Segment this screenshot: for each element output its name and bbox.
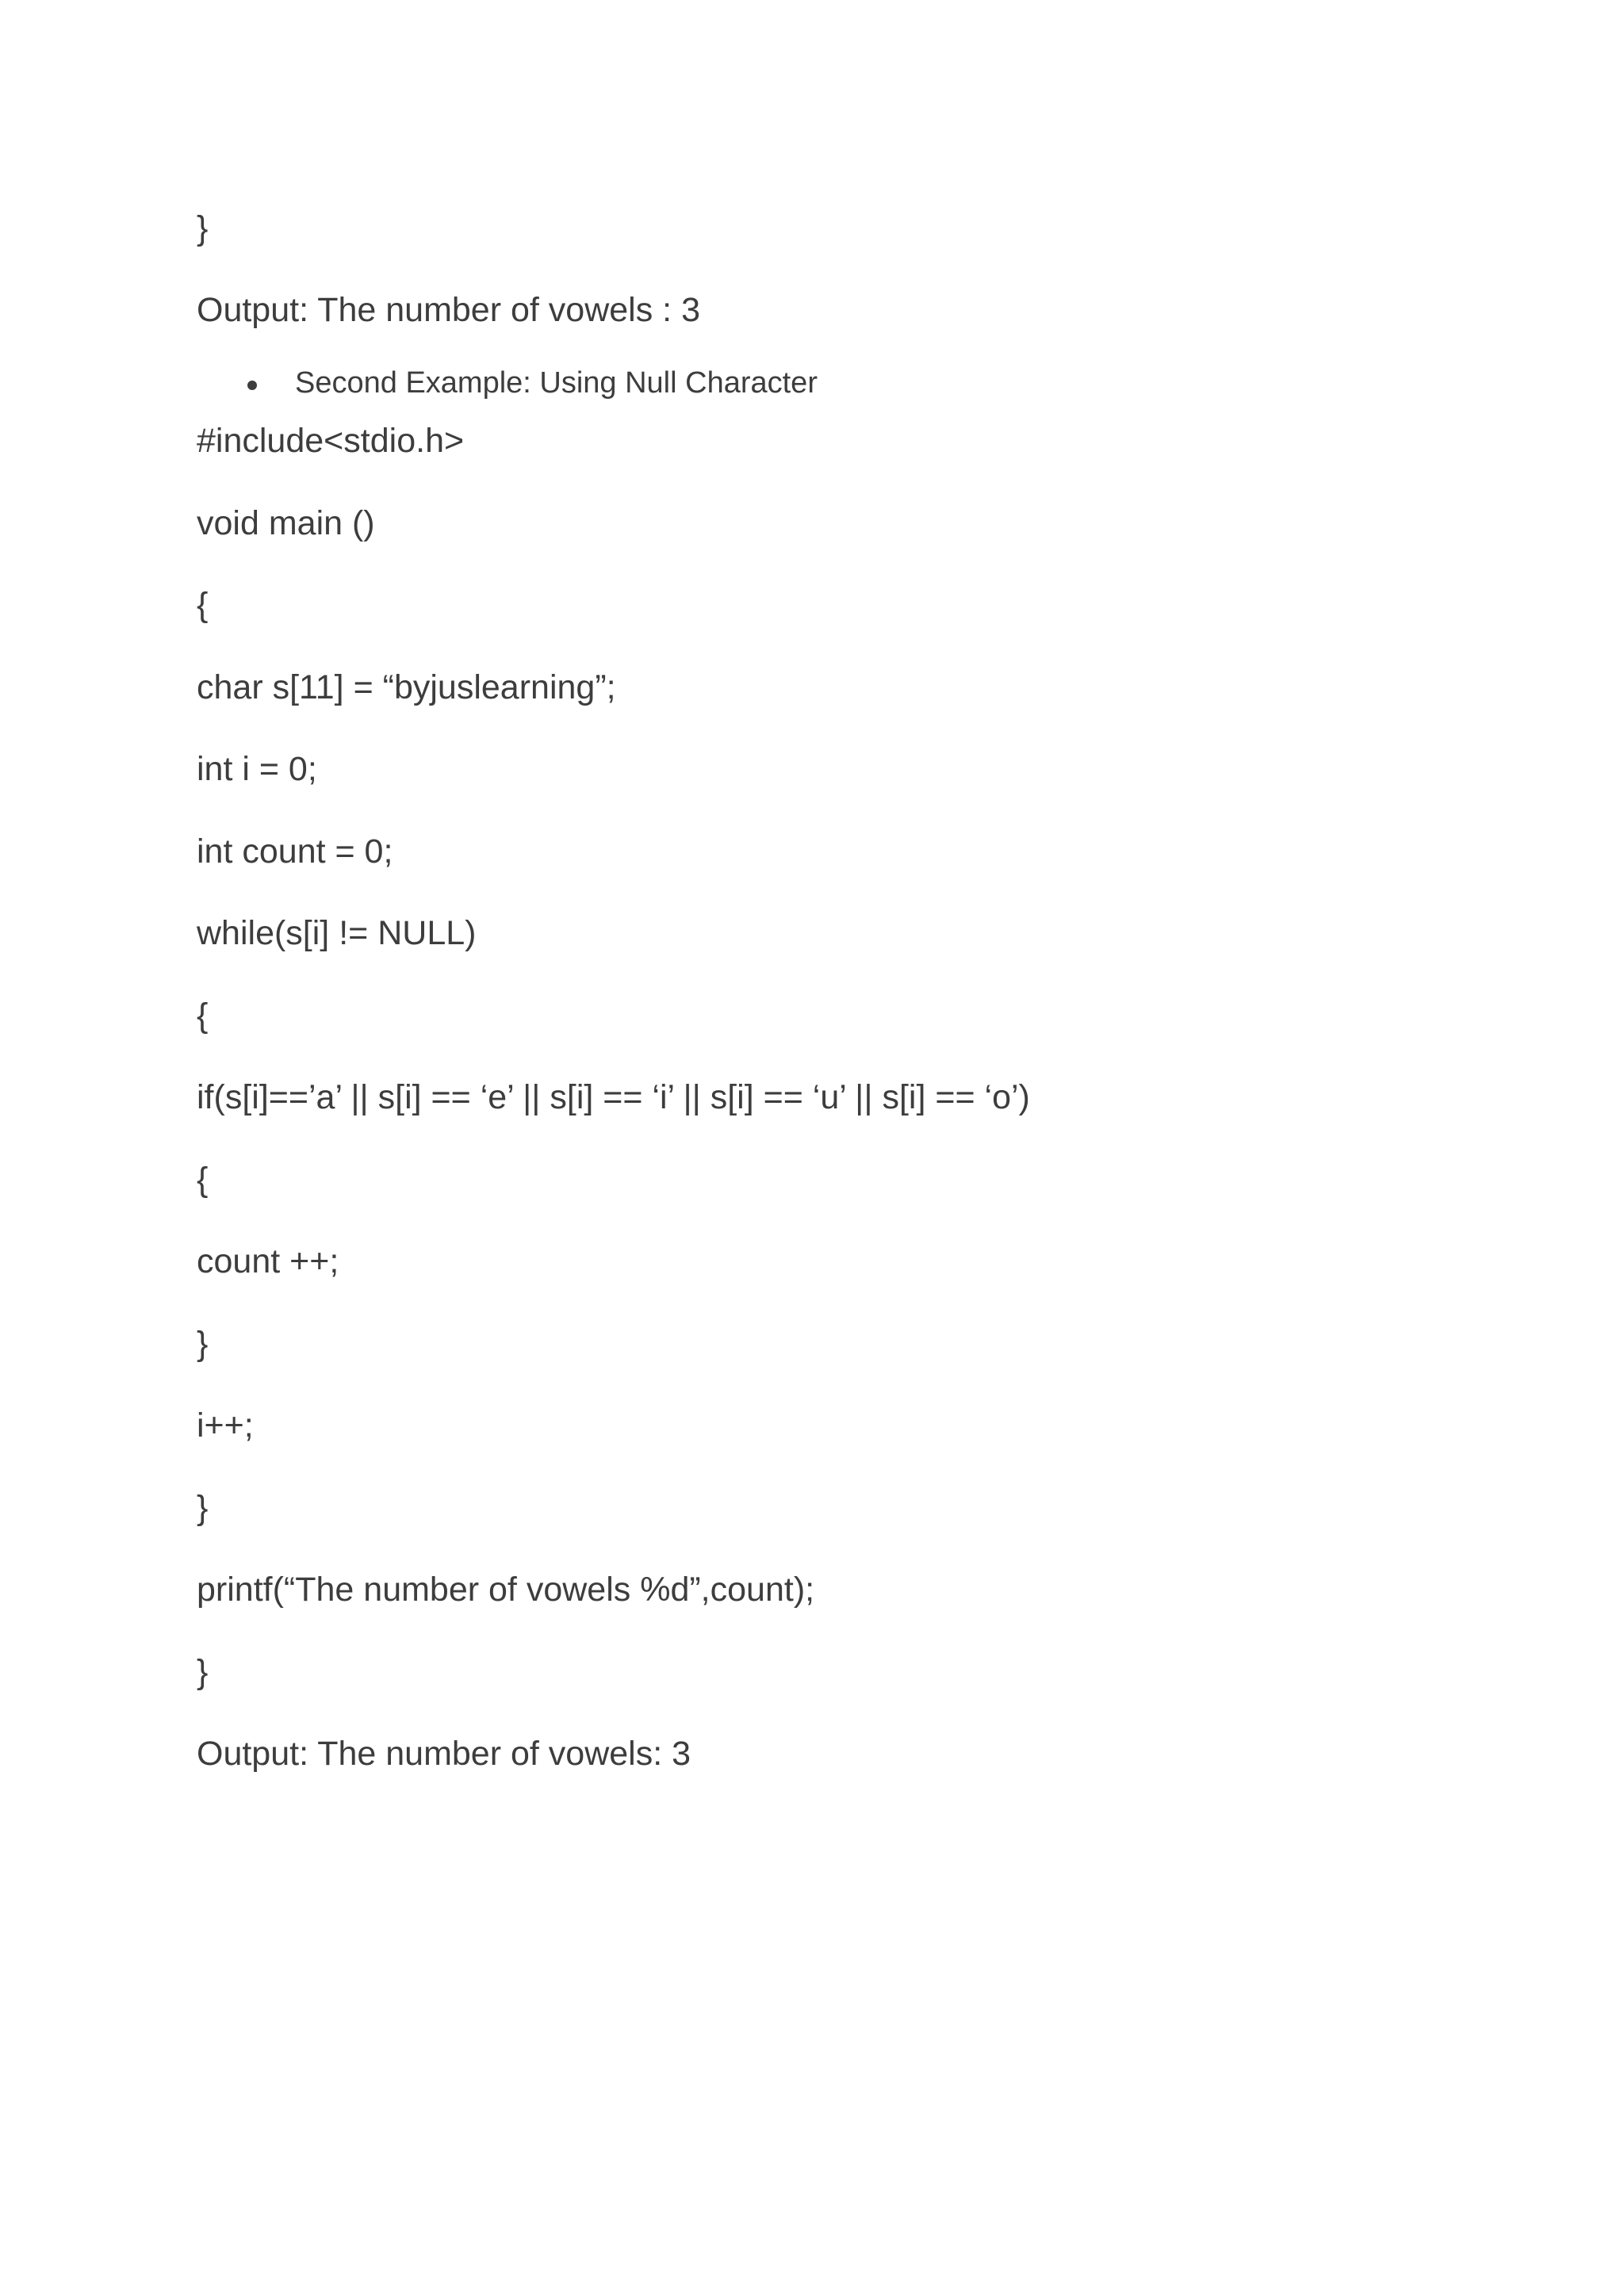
- code-line: {: [197, 586, 209, 624]
- code-line: }: [197, 1653, 209, 1691]
- bullet-list-item: [197, 362, 1307, 404]
- code-line: void main (): [197, 504, 375, 542]
- code-line: count ++;: [197, 1242, 339, 1280]
- code-line: {: [197, 997, 209, 1035]
- code-line: {: [197, 1161, 209, 1199]
- code-line: int i = 0;: [197, 750, 317, 788]
- bullet-dot-icon: [247, 381, 257, 390]
- closing-brace: }: [197, 209, 209, 247]
- code-line: int count = 0;: [197, 832, 393, 871]
- code-line: while(s[i] != NULL): [197, 914, 477, 952]
- output-line-first-example: Output: The number of vowels : 3: [197, 291, 700, 329]
- output-line-second-example: Output: The number of vowels: 3: [197, 1735, 691, 1773]
- code-line: }: [197, 1489, 209, 1527]
- code-line: if(s[i]==’a’ || s[i] == ‘e’ || s[i] == ‘i’ || s[i] == ‘u’ || s[i] == ‘o’): [197, 1078, 1030, 1116]
- code-line: }: [197, 1325, 209, 1363]
- code-line: #include<stdio.h>: [197, 422, 465, 460]
- code-line: i++;: [197, 1406, 254, 1445]
- bullet-item-text: Second Example: Using Null Character: [295, 366, 818, 400]
- code-line: printf(“The number of vowels %d”,count);: [197, 1571, 815, 1609]
- code-line: char s[11] = “byjuslearning”;: [197, 668, 616, 706]
